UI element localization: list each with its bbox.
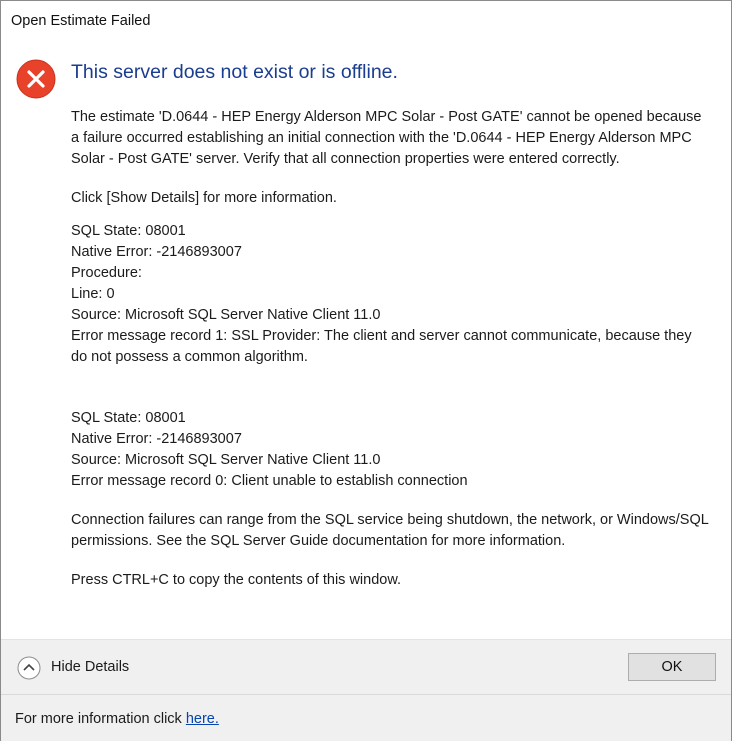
record1-sql-state: SQL State: 08001 xyxy=(71,223,186,239)
title-bar xyxy=(1,1,731,41)
error-details-text xyxy=(71,107,711,591)
details-bar xyxy=(1,639,731,695)
copy-hint: Press CTRL+C to copy the contents of this window. xyxy=(71,572,402,588)
main-instruction: This server does not exist or is offline. xyxy=(71,61,398,83)
footer-label: For more information click xyxy=(15,711,186,727)
hide-details-button[interactable]: Hide Details xyxy=(51,659,130,675)
dialog-content xyxy=(1,41,731,639)
footer-text xyxy=(15,711,219,727)
record1-source: Source: Microsoft SQL Server Native Client 11.0 xyxy=(71,307,381,323)
window-title: Open Estimate Failed xyxy=(11,13,151,29)
record0-message: Error message record 0: Client unable to establish connection xyxy=(71,473,468,489)
record0-sql-state: SQL State: 08001 xyxy=(71,410,186,426)
error-icon xyxy=(16,59,56,99)
ok-button[interactable]: OK xyxy=(628,653,716,681)
error-description: The estimate 'D.0644 - HEP Energy Alderson MPC Solar - Post GATE' cannot be opened because a failure occurred establishing an initial connection with the 'D.0644 - HEP Energy Alderson MPC Solar - Post GATE' server. Verify that all connection properties were entered correctly. xyxy=(71,109,706,167)
footer xyxy=(1,694,731,741)
record1-procedure: Procedure: xyxy=(71,265,142,281)
more-info-link[interactable]: here. xyxy=(185,711,219,727)
record1-line: Line: 0 xyxy=(71,286,115,302)
record0-native-error: Native Error: -2146893007 xyxy=(71,431,242,447)
record1-native-error: Native Error: -2146893007 xyxy=(71,244,242,260)
connection-failures-text: Connection failures can range from the SQL service being shutdown, the network, or Windows/SQL permissions. See the SQL Server Guide documentation for more information. xyxy=(71,512,713,549)
record0-source: Source: Microsoft SQL Server Native Client 11.0 xyxy=(71,452,381,468)
record1-message: Error message record 1: SSL Provider: The client and server cannot communicate, because they do not possess a common algorithm. xyxy=(71,328,696,365)
show-details-hint: Click [Show Details] for more information. xyxy=(71,190,337,206)
chevron-up-circle-icon[interactable] xyxy=(17,656,41,680)
